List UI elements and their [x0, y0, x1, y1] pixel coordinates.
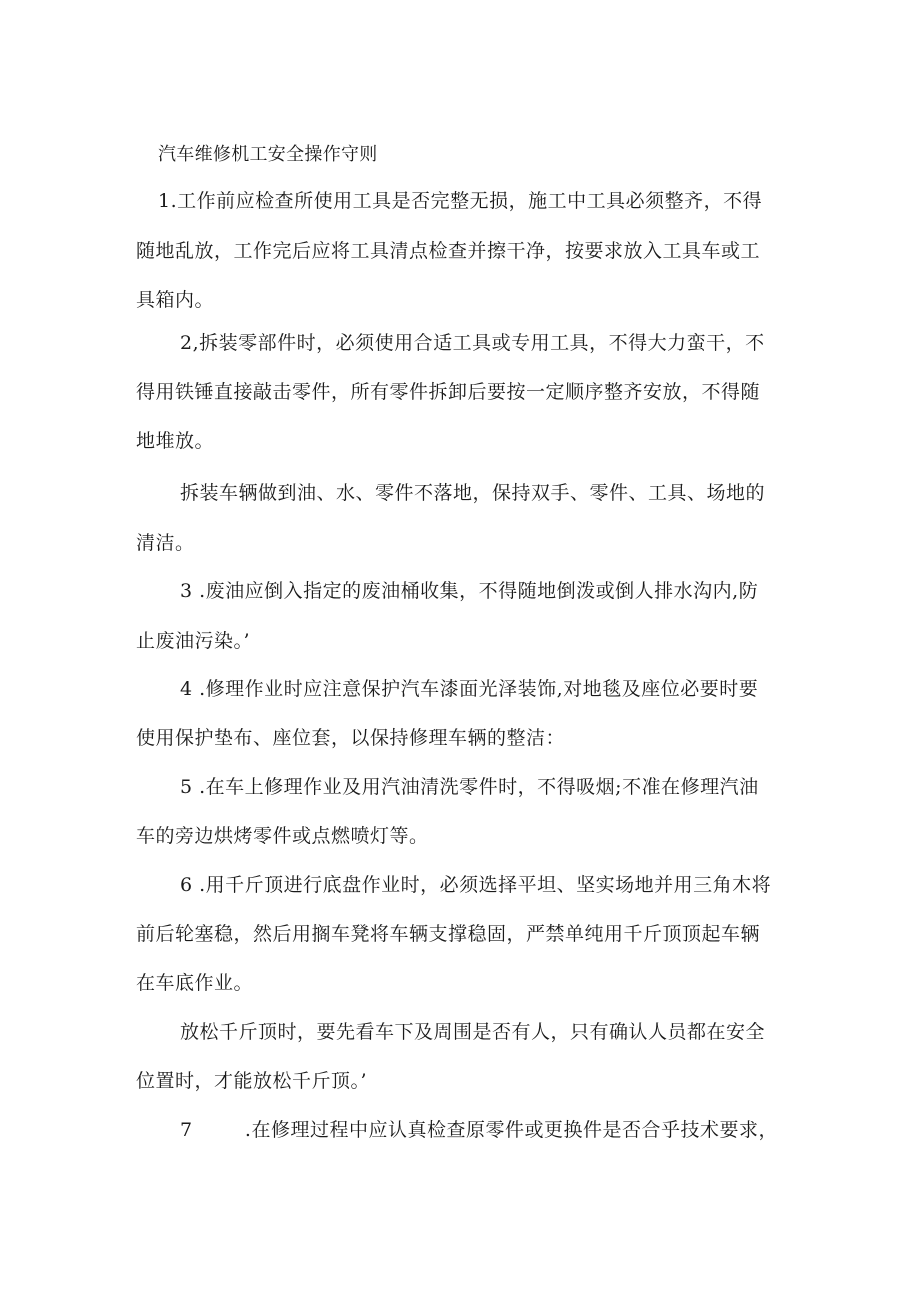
paragraph-line: 止废油污染。’ [136, 630, 251, 652]
paragraph-line: 使用保护垫布、座位套，以保持修理车辆的整洁： [136, 727, 566, 749]
paragraph-line: 得用铁锤直接敲击零件，所有零件拆卸后要按一定顺序整齐安放，不得随 [136, 381, 761, 403]
paragraph-line: 2,拆装零部件时，必须使用合适工具或专用工具，不得大力蛮干，不 [180, 332, 765, 354]
paragraph-line: 随地乱放，工作完后应将工具清点检查并擦干净，按要求放入工具车或工 [136, 240, 761, 262]
paragraph-line: 具箱内。 [136, 289, 215, 311]
paragraph-line: 6 .用千斤顶进行底盘作业时，必须选择平坦、坚实场地并用三角木将 [180, 874, 772, 896]
paragraph-line: 3 .废油应倒入指定的废油桶收集，不得随地倒泼或倒人排水沟内,防 [180, 580, 759, 602]
paragraph-line: 位置时，才能放松千斤顶。’ [136, 1070, 368, 1092]
paragraph-line: 在车底作业。 [136, 972, 254, 994]
paragraph-line: 前后轮塞稳，然后用搁车凳将车辆支撑稳固，严禁单纯用千斤顶顶起车辆 [136, 923, 761, 945]
paragraph-line: 放松千斤顶时，要先看车下及周围是否有人，只有确认人员都在安全 [180, 1021, 766, 1043]
paragraph-line: 4 .修理作业时应注意保护汽车漆面光泽装饰,对地毯及座位必要时要 [180, 678, 759, 700]
document-title: 汽车维修机工安全操作守则 [158, 144, 378, 165]
paragraph-line: 清洁。 [136, 532, 195, 554]
paragraph-line: 拆装车辆做到油、水、零件不落地，保持双手、零件、工具、场地的 [180, 482, 766, 504]
paragraph-line: 7 .在修理过程中应认真检查原零件或更换件是否合乎技术要求， [180, 1119, 778, 1141]
paragraph-line: 车的旁边烘烤零件或点燃喷灯等。 [136, 825, 429, 847]
paragraph-line: 地堆放。 [136, 430, 215, 452]
paragraph-line: 1.工作前应检查所使用工具是否完整无损，施工中工具必须整齐，不得 [158, 190, 763, 212]
paragraph-line: 5 .在车上修理作业及用汽油清洗零件时，不得吸烟;不准在修理汽油 [180, 776, 759, 798]
